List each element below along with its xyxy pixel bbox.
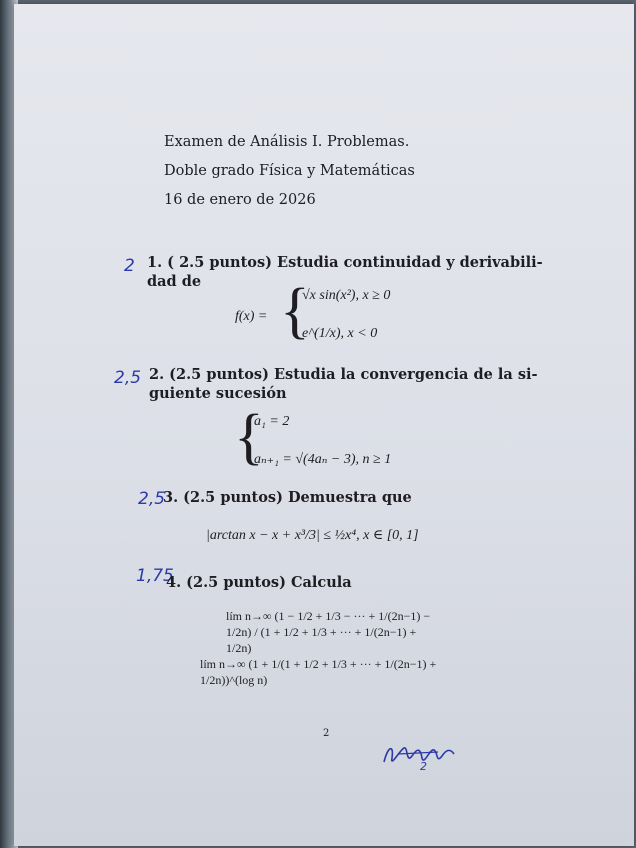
problem-1-label-cont: dad de	[147, 273, 202, 290]
problem-1-case-2: e^(1/x), x < 0	[302, 326, 378, 341]
problem-3-label: 3. (2.5 puntos) Demuestra que	[163, 489, 412, 506]
exam-degree: Doble grado Física y Matemáticas	[164, 163, 415, 179]
grade-problem-4: 1,75	[136, 566, 174, 586]
signature-number: 2	[420, 760, 427, 773]
exam-sheet	[14, 4, 634, 846]
problem-1-lhs: f(x) =	[235, 309, 268, 324]
exam-title: Examen de Análisis I. Problemas.	[164, 134, 410, 150]
problem-4-limit-2: lím n→∞ (1 + 1/(1 + 1/2 + 1/3 + ··· + 1/(2n−1) + 1/2n))^(log n)	[200, 657, 437, 688]
problem-1-label: 1. ( 2.5 puntos) Estudia continuidad y derivabili-	[147, 254, 543, 271]
problem-1-case-1: √x sin(x²), x ≥ 0	[302, 288, 391, 303]
problem-2-case-1: a₁ = 2	[254, 414, 290, 429]
grade-problem-2: 2,5	[114, 368, 142, 388]
problem-2-label-cont: guiente sucesión	[149, 385, 287, 402]
problem-2-case-2: aₙ₊₁ = √(4aₙ − 3), n ≥ 1	[254, 452, 392, 467]
page-number: 2	[323, 728, 330, 739]
problem-2-label: 2. (2.5 puntos) Estudia la convergencia de la si-	[149, 366, 538, 383]
problem-2-brace: {	[234, 403, 264, 471]
problem-4-limit-1: lím n→∞ (1 − 1/2 + 1/3 − ··· + 1/(2n−1) − 1/2n) / (1 + 1/2 + 1/3 + ··· + 1/(2n−1) + 1/2n)	[226, 609, 431, 656]
grade-problem-3: 2,5	[138, 489, 166, 509]
problem-1-brace: {	[280, 277, 310, 345]
exam-date: 16 de enero de 2026	[164, 192, 316, 208]
problem-4-label: 4. (2.5 puntos) Calcula	[166, 574, 352, 591]
grade-problem-1: 2	[124, 256, 135, 276]
problem-3-formula: |arctan x − x + x³/3| ≤ ½x⁴, x ∈ [0, 1]	[206, 528, 419, 543]
